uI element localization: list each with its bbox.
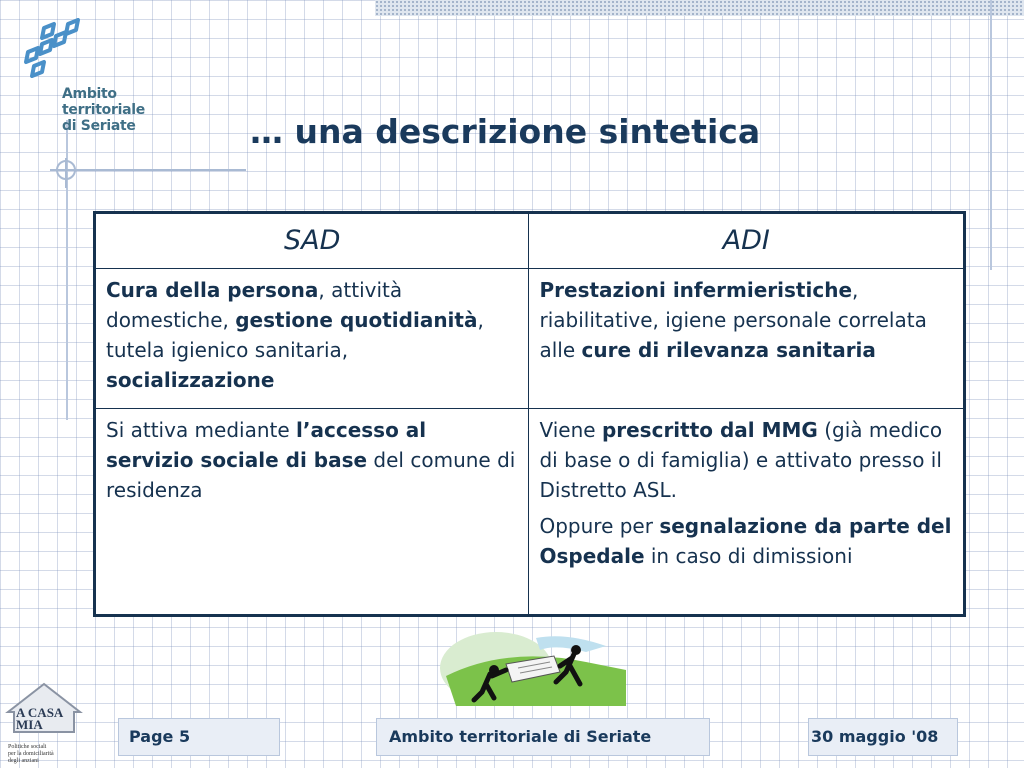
bold-text: cure di rilevanza sanitaria [581,338,876,362]
table-row [95,269,965,409]
bold-text: Prestazioni infermieristiche [539,278,853,302]
bold-text: l’accesso al servizio sociale di base [106,418,427,472]
svg-text:per la domiciliarità: per la domiciliarità [8,751,54,757]
page-number-text: Page 5 [129,727,191,746]
a-casa-mia-logo-icon [4,676,84,768]
sad-activation-cell [95,409,529,616]
bold-text: segnalazione da parte del Ospedale [539,514,952,568]
text: in caso di dimissioni [644,544,853,568]
logo-line: territoriale [62,102,145,118]
decorative-vertical-line [990,0,992,270]
footer-page-number [118,718,280,756]
paragraph [539,415,953,505]
crosshair-decoration [50,158,250,188]
bold-text: gestione quotidianità [235,308,478,332]
text: , riabilitative, igiene personale correlata alle [539,278,927,362]
logo-line: di Seriate [62,118,136,134]
handover-clipart-icon [436,626,632,706]
paragraph [539,511,953,571]
text: , tutela igienico sanitaria, [106,308,484,362]
text: Viene [539,418,602,442]
decorative-top-strip [375,0,1024,16]
table-row [95,409,965,616]
bold-text: prescritto dal MMG [601,418,818,442]
bold-text: socializzazione [106,368,275,392]
svg-text:MIA: MIA [16,717,43,732]
bold-text: Cura della persona [106,278,319,302]
adi-description-cell [529,269,965,409]
header-sad: SAD [95,213,529,269]
text: Si attiva mediante [106,418,297,442]
svg-text:degli anziani: degli anziani [8,758,39,764]
header-adi: ADI [529,213,965,269]
svg-text:A CASA: A CASA [16,705,64,720]
text: del comune di residenza [106,448,516,502]
ambito-logo-icon [14,18,144,78]
text: , attività domestiche, [106,278,403,332]
footer-date-text: 30 maggio '08 [811,727,939,746]
footer-center [376,718,710,756]
sad-description-cell [95,269,529,409]
ambito-logo-text [62,86,145,134]
table-header-row [95,213,965,269]
text: Oppure per [539,514,660,538]
comparison-table [93,211,966,617]
slide-title: … una descrizione sintetica [250,112,761,151]
footer-date [808,718,958,756]
footer-org-text: Ambito territoriale di Seriate [389,727,652,746]
logo-line: Ambito [62,86,117,102]
ambito-logo [14,18,145,134]
text: (già medico di base o di famiglia) e attivato presso il Distretto ASL. [539,418,943,502]
adi-activation-cell [529,409,965,616]
svg-text:Politiche sociali: Politiche sociali [8,744,47,750]
